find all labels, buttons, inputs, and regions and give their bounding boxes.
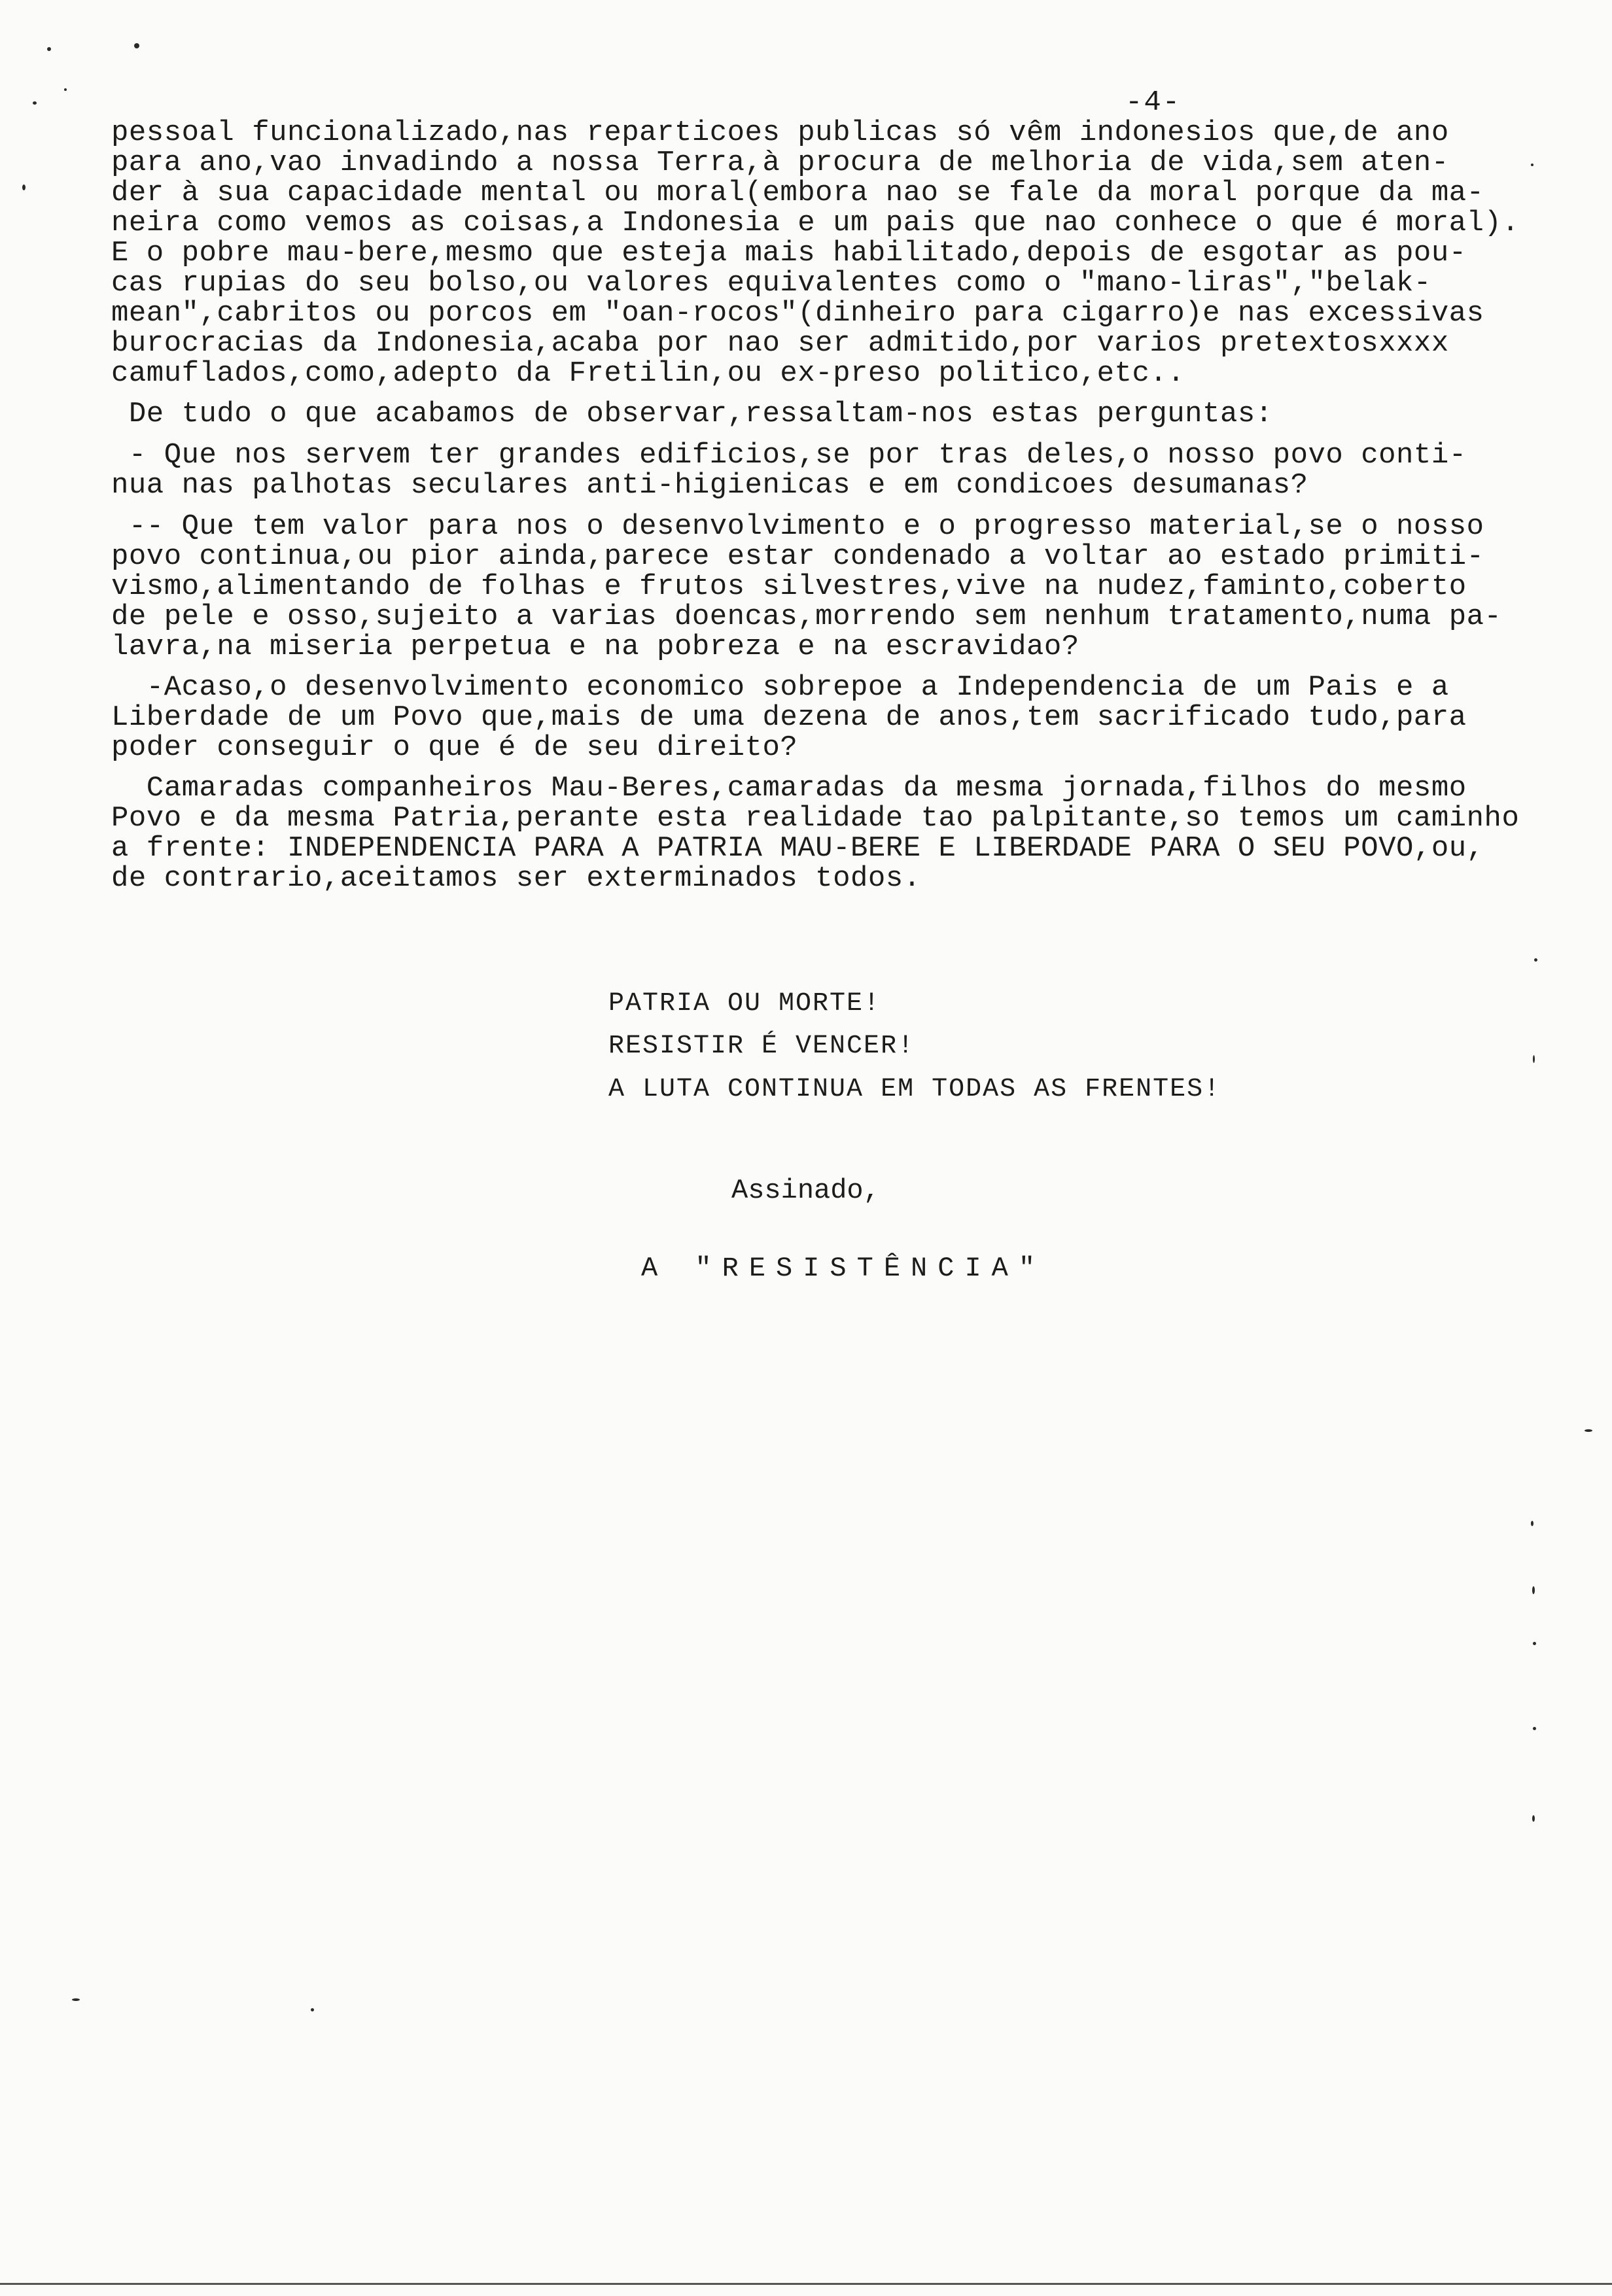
signature: A "RESISTÊNCIA" [641, 1253, 1046, 1284]
slogan-line: RESISTIR É VENCER! [608, 1032, 915, 1061]
scan-speck [1532, 1815, 1535, 1822]
text-line: pessoal funcionalizado,nas reparticoes publicas só vêm indonesios que,de ano [111, 116, 1449, 149]
text-line: Camaradas companheiros Mau-Beres,camaradas da mesma jornada,filhos do mesmo [111, 772, 1467, 805]
text-line: neira como vemos as coisas,a Indonesia e um pais que nao conhece o que é moral). [111, 207, 1520, 239]
scan-speck [1532, 1586, 1535, 1594]
text-line: mean",cabritos ou porcos em "oan-rocos"(dinheiro para cigarro)e nas excessivas [111, 297, 1484, 330]
scan-speck [22, 184, 26, 190]
scan-speck [33, 101, 37, 105]
text-line: para ano,vao invadindo a nossa Terra,à procura de melhoria de vida,sem aten- [111, 147, 1449, 179]
bottom-edge-line [0, 2283, 1612, 2285]
scan-speck [64, 88, 67, 91]
text-line: povo continua,ou pior ainda,parece estar condenado a voltar ao estado primiti- [111, 540, 1484, 573]
text-line: de pele e osso,sujeito a varias doencas,morrendo sem nenhum tratamento,numa pa- [111, 600, 1502, 633]
page-number: -4- [1125, 86, 1182, 119]
text-line: de contrario,aceitamos ser exterminados todos. [111, 862, 921, 895]
scan-speck [1533, 1642, 1536, 1645]
text-line: lavra,na miseria perpetua e na pobreza e na escravidao? [111, 631, 1079, 663]
text-line: poder conseguir o que é de seu direito? [111, 731, 798, 764]
text-line: -- Que tem valor para nos o desenvolvimento e o progresso material,se o nosso [111, 510, 1484, 543]
text-line: E o pobre mau-bere,mesmo que esteja mais habilitado,depois de esgotar as pou- [111, 237, 1467, 270]
text-line: burocracias da Indonesia,acaba por nao ser admitido,por varios pretextosxxxx [111, 327, 1449, 360]
slogan-line: A LUTA CONTINUA EM TODAS AS FRENTES! [608, 1075, 1221, 1104]
scan-speck [1585, 1429, 1592, 1432]
text-line: Liberdade de um Povo que,mais de uma dezena de anos,tem sacrificado tudo,para [111, 701, 1467, 734]
slogan-line: PATRIA OU MORTE! [608, 989, 881, 1018]
scan-speck [1531, 164, 1533, 166]
scan-speck [1531, 1521, 1533, 1526]
text-line: -Acaso,o desenvolvimento economico sobrepoe a Independencia de um Pais e a [111, 671, 1449, 704]
text-line: cas rupias do seu bolso,ou valores equivalentes como o "mano-liras","belak- [111, 267, 1431, 300]
text-line: Povo e da mesma Patria,perante esta realidade tao palpitante,so temos um caminho [111, 802, 1520, 835]
scan-speck [1533, 1055, 1535, 1063]
signed-label: Assinado, [731, 1175, 880, 1206]
scan-speck [134, 43, 139, 48]
text-line: der à sua capacidade mental ou moral(embora nao se fale da moral porque da ma- [111, 177, 1484, 209]
text-line: De tudo o que acabamos de observar,ressaltam-nos estas perguntas: [111, 398, 1273, 430]
scan-speck [47, 47, 51, 51]
scan-speck [1533, 1727, 1536, 1730]
text-line: - Que nos servem ter grandes edificios,se por tras deles,o nosso povo conti- [111, 439, 1467, 472]
text-line: nua nas palhotas seculares anti-higienicas e em condicoes desumanas? [111, 469, 1308, 502]
scan-speck [72, 1998, 80, 2001]
scan-speck [311, 2008, 314, 2011]
text-line: a frente: INDEPENDENCIA PARA A PATRIA MAU-BERE E LIBERDADE PARA O SEU POVO,ou, [111, 832, 1484, 865]
scan-speck [1534, 958, 1537, 962]
text-line: camuflados,como,adepto da Fretilin,ou ex-preso politico,etc.. [111, 357, 1185, 390]
text-line: vismo,alimentando de folhas e frutos silvestres,vive na nudez,faminto,coberto [111, 570, 1467, 603]
